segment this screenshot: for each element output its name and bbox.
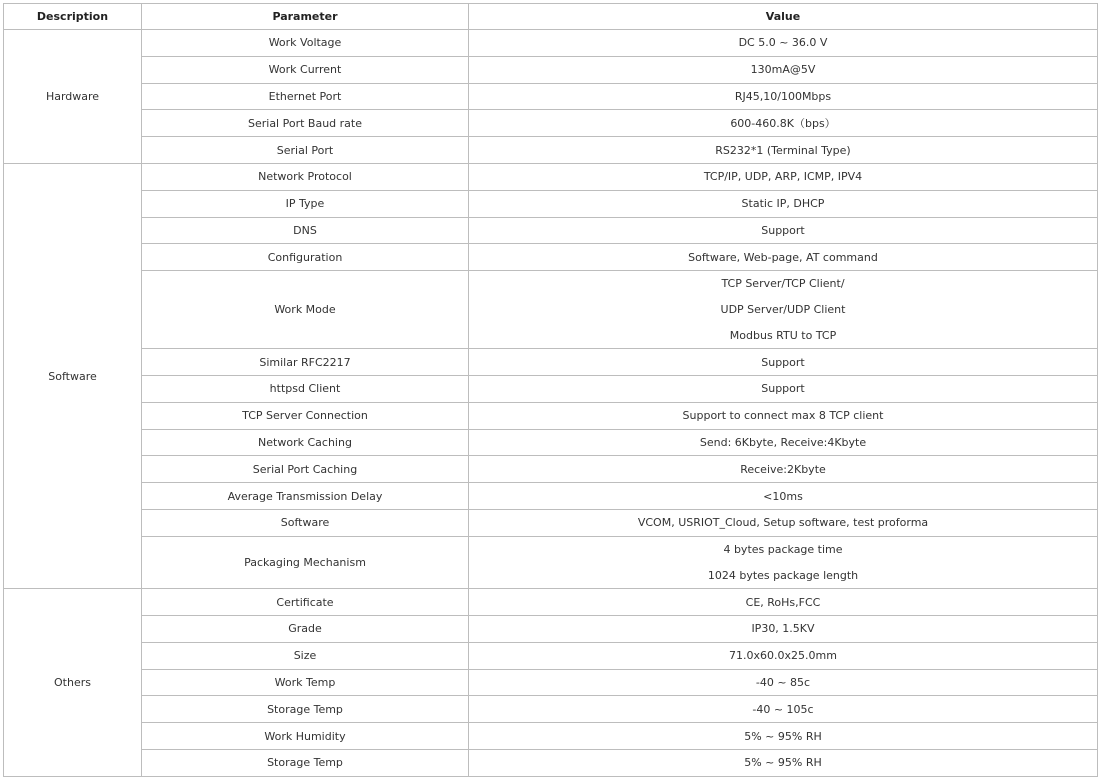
value-cell: Support bbox=[469, 349, 1098, 376]
table-row bbox=[4, 510, 1098, 537]
parameter-cell: Work Voltage bbox=[142, 30, 469, 57]
value-cell: Support to connect max 8 TCP client bbox=[469, 402, 1098, 429]
parameter-cell: Serial Port Baud rate bbox=[142, 110, 469, 137]
table-row bbox=[4, 456, 1098, 483]
table-row bbox=[4, 217, 1098, 244]
table-row bbox=[4, 616, 1098, 643]
table-row bbox=[4, 190, 1098, 217]
parameter-cell: Serial Port Caching bbox=[142, 456, 469, 483]
value-cell: Receive:2Kbyte bbox=[469, 456, 1098, 483]
table-row bbox=[4, 750, 1098, 777]
table-row bbox=[4, 30, 1098, 57]
table-row bbox=[4, 137, 1098, 164]
value-line: 1024 bytes package length bbox=[707, 568, 859, 582]
table-row bbox=[4, 536, 1098, 588]
table-row bbox=[4, 483, 1098, 510]
value-cell: VCOM, USRIOT_Cloud, Setup software, test proforma bbox=[469, 510, 1098, 537]
header-description: Description bbox=[4, 4, 142, 30]
parameter-cell: Work Mode bbox=[142, 271, 469, 349]
value-cell-multiline bbox=[469, 271, 1098, 349]
table-row bbox=[4, 56, 1098, 83]
table-row bbox=[4, 402, 1098, 429]
value-cell: DC 5.0 ~ 36.0 V bbox=[469, 30, 1098, 57]
table-row bbox=[4, 696, 1098, 723]
table-row bbox=[4, 349, 1098, 376]
parameter-cell: Similar RFC2217 bbox=[142, 349, 469, 376]
table-row bbox=[4, 110, 1098, 137]
value-line: UDP Server/UDP Client bbox=[720, 302, 846, 316]
table-row bbox=[4, 589, 1098, 616]
spec-table bbox=[3, 3, 1098, 777]
table-row bbox=[4, 669, 1098, 696]
value-cell: 5% ~ 95% RH bbox=[469, 723, 1098, 750]
header-value: Value bbox=[469, 4, 1098, 30]
header-row bbox=[4, 4, 1098, 30]
value-cell: -40 ~ 105c bbox=[469, 696, 1098, 723]
value-cell: -40 ~ 85c bbox=[469, 669, 1098, 696]
value-cell: Static IP, DHCP bbox=[469, 190, 1098, 217]
value-cell: TCP/IP, UDP, ARP, ICMP, IPV4 bbox=[469, 163, 1098, 190]
parameter-cell: Average Transmission Delay bbox=[142, 483, 469, 510]
value-cell: 71.0x60.0x25.0mm bbox=[469, 642, 1098, 669]
parameter-cell: Size bbox=[142, 642, 469, 669]
group-hardware: Hardware bbox=[4, 30, 142, 164]
value-line: Modbus RTU to TCP bbox=[729, 328, 837, 342]
header-parameter: Parameter bbox=[142, 4, 469, 30]
group-software: Software bbox=[4, 163, 142, 588]
parameter-cell: Ethernet Port bbox=[142, 83, 469, 110]
value-cell: 600-460.8K（bps） bbox=[469, 110, 1098, 137]
table-row bbox=[4, 271, 1098, 349]
parameter-cell: Storage Temp bbox=[142, 696, 469, 723]
parameter-cell: Work Humidity bbox=[142, 723, 469, 750]
value-cell: 130mA@5V bbox=[469, 56, 1098, 83]
value-line: TCP Server/TCP Client/ bbox=[721, 277, 845, 291]
parameter-cell: Network Caching bbox=[142, 429, 469, 456]
table-row bbox=[4, 163, 1098, 190]
parameter-cell: Grade bbox=[142, 616, 469, 643]
value-cell: RJ45,10/100Mbps bbox=[469, 83, 1098, 110]
value-cell: Send: 6Kbyte, Receive:4Kbyte bbox=[469, 429, 1098, 456]
value-cell: <10ms bbox=[469, 483, 1098, 510]
parameter-cell: Packaging Mechanism bbox=[142, 536, 469, 588]
value-cell: Support bbox=[469, 376, 1098, 403]
value-cell: Support bbox=[469, 217, 1098, 244]
table-row bbox=[4, 642, 1098, 669]
parameter-cell: Software bbox=[142, 510, 469, 537]
value-cell-multiline bbox=[469, 536, 1098, 588]
table-row bbox=[4, 429, 1098, 456]
value-cell: IP30, 1.5KV bbox=[469, 616, 1098, 643]
value-cell: 5% ~ 95% RH bbox=[469, 750, 1098, 777]
parameter-cell: Serial Port bbox=[142, 137, 469, 164]
parameter-cell: Configuration bbox=[142, 244, 469, 271]
parameter-cell: DNS bbox=[142, 217, 469, 244]
parameter-cell: Work Current bbox=[142, 56, 469, 83]
table-row bbox=[4, 244, 1098, 271]
parameter-cell: Network Protocol bbox=[142, 163, 469, 190]
parameter-cell: IP Type bbox=[142, 190, 469, 217]
parameter-cell: httpsd Client bbox=[142, 376, 469, 403]
table-row bbox=[4, 723, 1098, 750]
parameter-cell: Certificate bbox=[142, 589, 469, 616]
value-line: 4 bytes package time bbox=[723, 542, 843, 556]
parameter-cell: TCP Server Connection bbox=[142, 402, 469, 429]
table-row bbox=[4, 376, 1098, 403]
parameter-cell: Work Temp bbox=[142, 669, 469, 696]
value-cell: RS232*1 (Terminal Type) bbox=[469, 137, 1098, 164]
value-cell: Software, Web-page, AT command bbox=[469, 244, 1098, 271]
parameter-cell: Storage Temp bbox=[142, 750, 469, 777]
value-cell: CE, RoHs,FCC bbox=[469, 589, 1098, 616]
table-row bbox=[4, 83, 1098, 110]
group-others: Others bbox=[4, 589, 142, 777]
